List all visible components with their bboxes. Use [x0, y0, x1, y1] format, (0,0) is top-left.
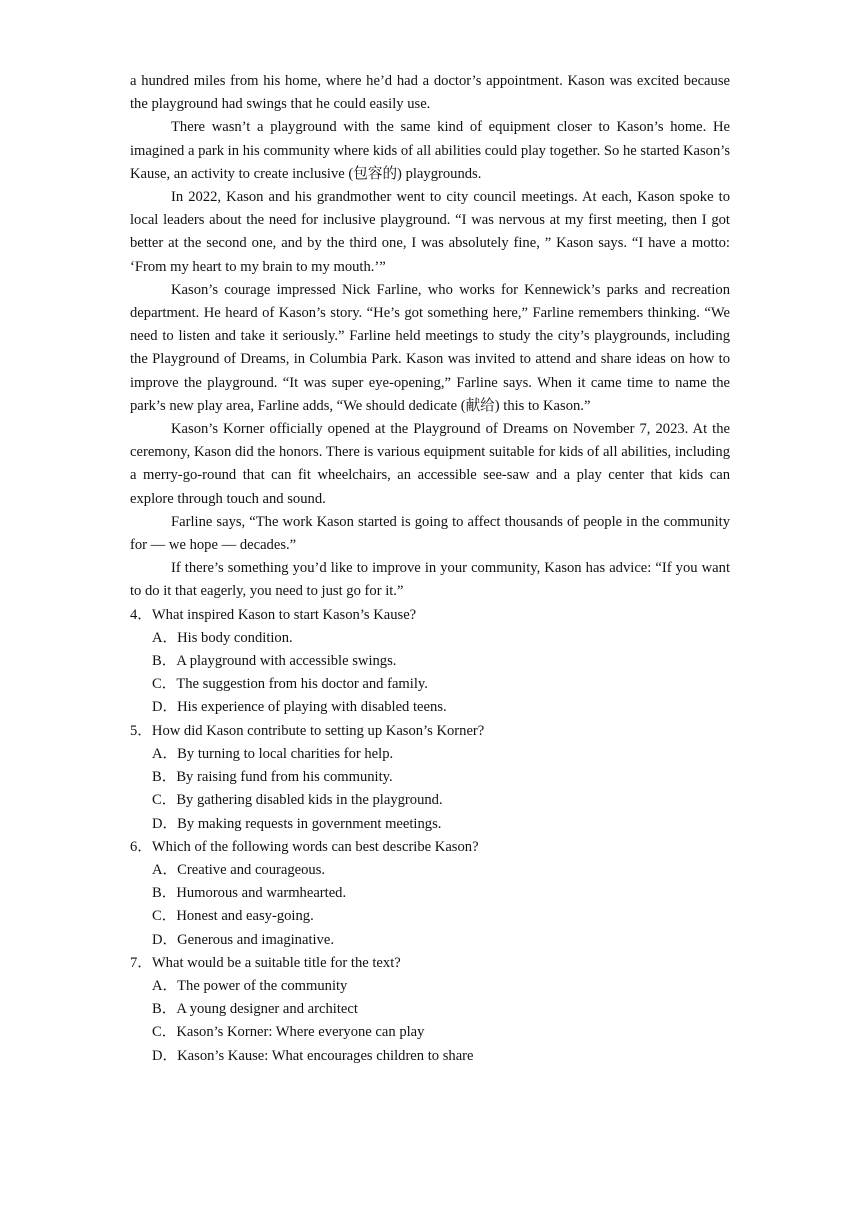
passage-paragraph-2: There wasn’t a playground with the same kind of equipment closer to Kason’s home. He imagined a park in his community where kids of all abilities could play together. So he started Kason’s Kause, an activity to create inclusive (包容的) playgrounds.: [130, 119, 730, 182]
option-c: [130, 673, 730, 696]
option-d: [130, 696, 730, 719]
option-letter: A．: [152, 977, 178, 994]
option-letter: A．: [152, 861, 178, 878]
option-letter: D．: [152, 699, 178, 716]
option-letter: C．: [152, 1024, 177, 1041]
question-number: 5．: [130, 722, 152, 739]
option-text: By making requests in government meetings.: [177, 815, 442, 832]
option-a: [130, 859, 730, 882]
reading-passage: [130, 70, 730, 604]
question-4: [130, 604, 730, 720]
option-text: By turning to local charities for help.: [177, 745, 394, 762]
option-letter: C．: [152, 792, 177, 809]
question-5: [130, 720, 730, 836]
question-7: [130, 952, 730, 1068]
option-letter: B．: [152, 885, 177, 902]
option-text: Humorous and warmhearted.: [176, 885, 347, 902]
question-number: 4．: [130, 606, 152, 623]
option-letter: C．: [152, 908, 177, 925]
option-letter: B．: [152, 653, 177, 670]
option-letter: B．: [152, 769, 177, 786]
question-text: How did Kason contribute to setting up Kason’s Korner?: [151, 722, 485, 739]
option-letter: A．: [152, 745, 178, 762]
option-text: His body condition.: [177, 629, 293, 646]
option-b: [130, 998, 730, 1021]
option-c: [130, 789, 730, 812]
option-text: Kason’s Kause: What encourages children to share: [177, 1047, 474, 1064]
question-stem: [130, 952, 730, 975]
option-c: [130, 905, 730, 928]
question-text: What inspired Kason to start Kason’s Kause?: [151, 606, 417, 623]
option-text: By gathering disabled kids in the playground.: [176, 792, 443, 809]
option-text: His experience of playing with disabled teens.: [177, 699, 447, 716]
passage-paragraph-5: Kason’s Korner officially opened at the Playground of Dreams on November 7, 2023. At the ceremony, Kason did the honors. There is various equipment suitable for kids of all abilities, including a merry-go-round that can fit wheelchairs, an accessible see-saw and a play center that kids can explore through touch and sound.: [130, 421, 730, 507]
option-text: A young designer and architect: [176, 1001, 358, 1018]
question-number: 7．: [130, 954, 152, 971]
option-text: Honest and easy-going.: [176, 908, 314, 925]
document-page: [130, 70, 730, 1068]
option-text: Creative and courageous.: [177, 861, 326, 878]
question-number: 6．: [130, 838, 152, 855]
option-d: [130, 813, 730, 836]
option-d: [130, 1045, 730, 1068]
option-letter: A．: [152, 629, 178, 646]
passage-paragraph-3: In 2022, Kason and his grandmother went to city council meetings. At each, Kason spoke to local leaders about the need for inclusive playground. “I was nervous at my first meeting, then I got better at the second one, and by the third one, I was absolutely fine, ” Kason says. “I have a motto: ‘From my heart to my brain to my mouth.’”: [130, 189, 730, 275]
option-text: By raising fund from his community.: [176, 769, 393, 786]
option-a: [130, 627, 730, 650]
question-text: Which of the following words can best describe Kason?: [151, 838, 479, 855]
passage-paragraph-6: Farline says, “The work Kason started is going to affect thousands of people in the community for — we hope — decades.”: [130, 513, 730, 554]
question-6: [130, 836, 730, 952]
option-b: [130, 882, 730, 905]
passage-paragraph-4: Kason’s courage impressed Nick Farline, who works for Kennewick’s parks and recreation department. He heard of Kason’s story. “He’s got something here,” Farline remembers thinking. “We need to listen and take it seriously.” Farline held meetings to study the city’s playgrounds, including the Playground of Dreams, in Columbia Park. Kason was invited to attend and share ideas on how to improve the playground. “It was super eye-opening,” Farline says. When it came time to name the park’s new play area, Farline adds, “We should dedicate (献给) this to Kason.”: [130, 281, 730, 414]
question-stem: [130, 604, 730, 627]
question-stem: [130, 720, 730, 743]
option-letter: D．: [152, 815, 178, 832]
option-text: A playground with accessible swings.: [176, 653, 397, 670]
option-b: [130, 650, 730, 673]
option-letter: C．: [152, 676, 177, 693]
question-stem: [130, 836, 730, 859]
question-list: [130, 604, 730, 1068]
option-letter: D．: [152, 1047, 178, 1064]
option-c: [130, 1021, 730, 1044]
option-a: [130, 975, 730, 998]
passage-paragraph-1: a hundred miles from his home, where he’d had a doctor’s appointment. Kason was excited because the playground had swings that he could easily use.: [130, 73, 730, 113]
option-text: Generous and imaginative.: [177, 931, 334, 948]
option-text: The suggestion from his doctor and family.: [176, 676, 428, 693]
option-a: [130, 743, 730, 766]
question-text: What would be a suitable title for the text?: [151, 954, 401, 971]
option-b: [130, 766, 730, 789]
option-text: The power of the community: [177, 977, 348, 994]
passage-paragraph-7: If there’s something you’d like to improve in your community, Kason has advice: “If you want to do it that eagerly, you need to just go for it.”: [130, 560, 730, 600]
option-letter: D．: [152, 931, 178, 948]
option-d: [130, 929, 730, 952]
option-text: Kason’s Korner: Where everyone can play: [176, 1024, 425, 1041]
option-letter: B．: [152, 1001, 177, 1018]
